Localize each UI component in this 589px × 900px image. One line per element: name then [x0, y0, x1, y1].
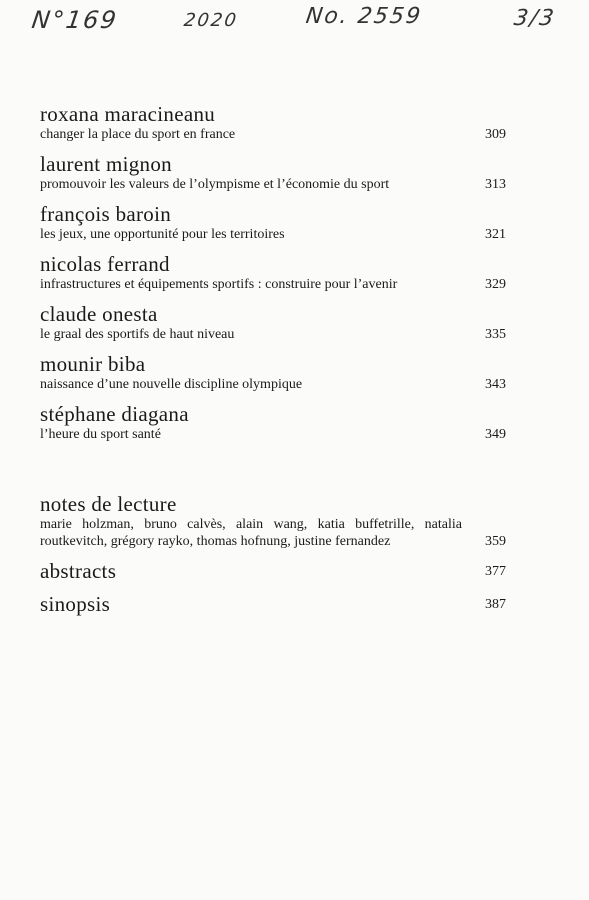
- entry-author: claude onesta: [40, 302, 158, 326]
- entry-title: les jeux, une opportunité pour les territoires: [40, 227, 285, 242]
- entry-title: promouvoir les valeurs de l’olympisme et l’économie du sport: [40, 177, 390, 192]
- entry-page-number: 313: [485, 177, 506, 192]
- section-heading: sinopsis: [40, 592, 111, 616]
- table-of-contents: [40, 102, 508, 616]
- entry-author: laurent mignon: [40, 152, 172, 176]
- section-heading: notes de lecture: [40, 492, 177, 516]
- entry-title: changer la place du sport en france: [40, 127, 236, 142]
- handwritten-year: 2020: [182, 10, 240, 31]
- entry-page-number: 309: [485, 127, 506, 142]
- entry-title: infrastructures et équipements sportifs : construire pour l’avenir: [40, 277, 398, 292]
- entry-author: nicolas ferrand: [40, 252, 170, 276]
- entry-author: mounir biba: [40, 352, 146, 376]
- entry-page-number: 335: [485, 327, 506, 342]
- section-page-number: 387: [485, 597, 506, 612]
- section-contributors: marie holzman, bruno calvès, alain wang, katia buffetrille, natalia routkevitch, grégory rayko, thomas hofnung, justine fernandez: [40, 517, 462, 549]
- handwritten-page-count: 3/3: [512, 6, 558, 31]
- handwritten-reference: No. 2559: [304, 4, 424, 29]
- toc-entry: [40, 102, 508, 143]
- section-heading: abstracts: [40, 559, 117, 583]
- section-page-number: 377: [485, 564, 506, 579]
- entry-page-number: 343: [485, 377, 506, 392]
- entry-title: le graal des sportifs de haut niveau: [40, 327, 235, 342]
- toc-section-abstracts: [40, 559, 508, 583]
- toc-section-reading-notes: [40, 492, 508, 550]
- entry-author: françois baroin: [40, 202, 172, 226]
- entry-title: naissance d’une nouvelle discipline olympique: [40, 377, 303, 392]
- toc-entry: [40, 402, 508, 443]
- entry-page-number: 349: [485, 427, 506, 442]
- toc-entry: [40, 302, 508, 343]
- entry-page-number: 321: [485, 227, 506, 242]
- handwritten-annotations: [0, 0, 589, 40]
- toc-section-sinopsis: [40, 592, 508, 616]
- toc-entry: [40, 152, 508, 193]
- toc-entry: [40, 202, 508, 243]
- section-page-number: 359: [485, 534, 506, 549]
- entry-title: l’heure du sport santé: [40, 427, 161, 442]
- toc-entry: [40, 252, 508, 293]
- toc-entry: [40, 352, 508, 393]
- entry-page-number: 329: [485, 277, 506, 292]
- handwritten-issue-number: N°169: [30, 6, 120, 34]
- entry-author: roxana maracineanu: [40, 102, 216, 126]
- entry-author: stéphane diagana: [40, 402, 189, 426]
